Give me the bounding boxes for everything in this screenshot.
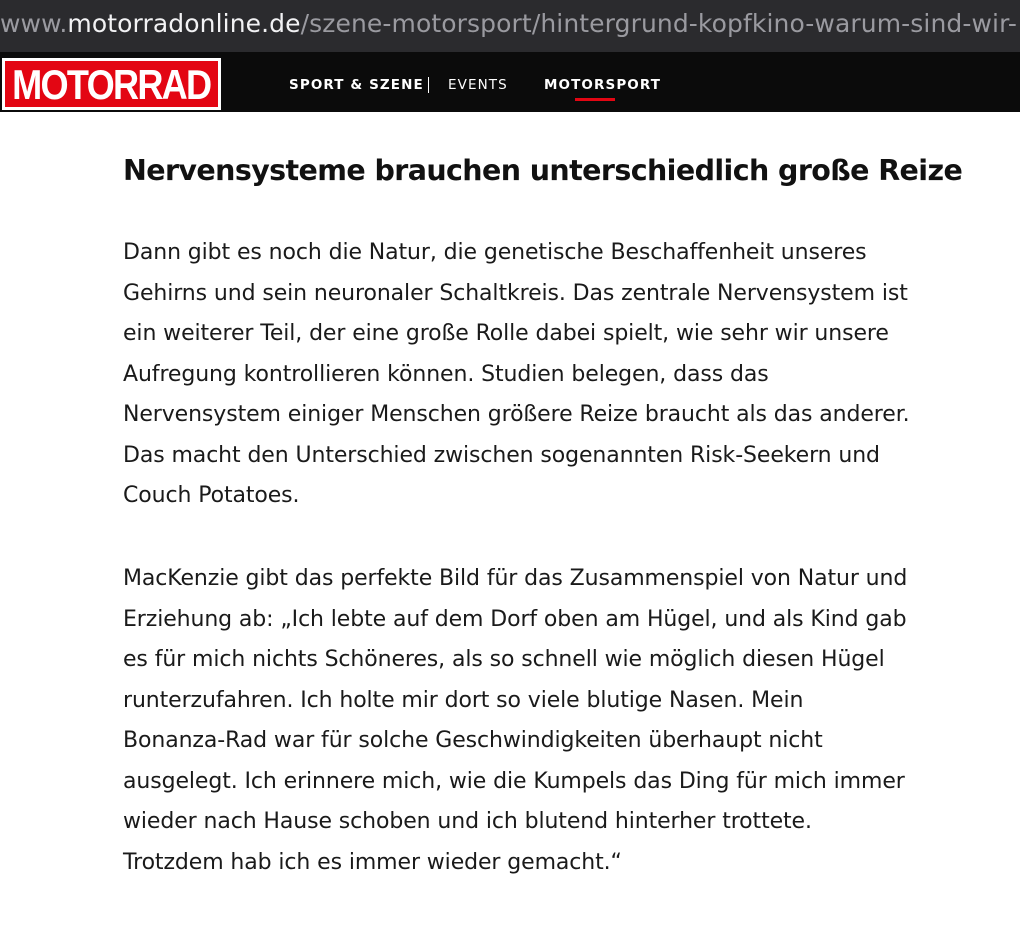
section-heading: Nervensysteme brauchen unterschiedlich große Reize — [123, 154, 963, 187]
paragraph-line: Dann gibt es noch die Natur, die genetische Beschaffenheit unseres — [123, 240, 867, 265]
paragraph-line: ausgelegt. Ich erinnere mich, wie die Kumpels das Ding für mich immer — [123, 768, 905, 794]
url-host: motorradonline.de — [67, 9, 301, 38]
paragraph-line: ein weiterer Teil, der eine große Rolle dabei spielt, wie sehr wir unsere — [123, 321, 889, 346]
paragraph-line: Couch Potatoes. — [123, 483, 300, 508]
paragraph-line: runterzufahren. Ich holte mir dort so viele blutige Nasen. Mein — [123, 687, 804, 713]
paragraph-line: Trotzdem hab ich es immer wieder gemacht.“ — [123, 849, 622, 875]
paragraph-1 — [123, 233, 983, 517]
logo-text: MOTORRAD — [12, 61, 211, 108]
url-path: /szene-motorsport/hintergrund-kopfkino-warum-sind-wir- — [300, 9, 1017, 38]
url-prefix: www. — [0, 9, 68, 38]
paragraph-line: wieder nach Hause schoben und ich blutend hinterher trottete. — [123, 809, 812, 834]
nav-divider — [428, 77, 429, 93]
site-header — [0, 52, 1020, 112]
browser-address-bar[interactable] — [0, 0, 1020, 52]
nav-item-motorsport[interactable]: MOTORSPORT — [544, 77, 662, 93]
url-text[interactable] — [0, 6, 1017, 42]
active-nav-indicator — [575, 98, 615, 101]
main-nav — [0, 52, 1020, 112]
paragraph-line: Aufregung kontrollieren können. Studien belegen, dass das — [123, 361, 769, 387]
paragraph-line: Das macht den Unterschied zwischen sogenannten Risk-Seekern und — [123, 442, 880, 468]
paragraph-2 — [123, 559, 983, 883]
nav-item-events[interactable]: EVENTS — [448, 77, 508, 93]
paragraph-line: Bonanza-Rad war für solche Geschwindigkeiten überhaupt nicht — [123, 728, 823, 753]
nav-item-sport-szene[interactable]: SPORT & SZENE — [289, 77, 424, 93]
paragraph-line: Erziehung ab: „Ich lebte auf dem Dorf oben am Hügel, und als Kind gab — [123, 606, 907, 632]
paragraph-line: es für mich nichts Schöneres, als so schnell wie möglich diesen Hügel — [123, 647, 885, 672]
paragraph-line: MacKenzie gibt das perfekte Bild für das Zusammenspiel von Natur und — [123, 566, 908, 591]
paragraph-line: Nervensystem einiger Menschen größere Reize braucht als das anderer. — [123, 402, 910, 427]
paragraph-line: Gehirns und sein neuronaler Schaltkreis. Das zentrale Nervensystem ist — [123, 280, 908, 306]
